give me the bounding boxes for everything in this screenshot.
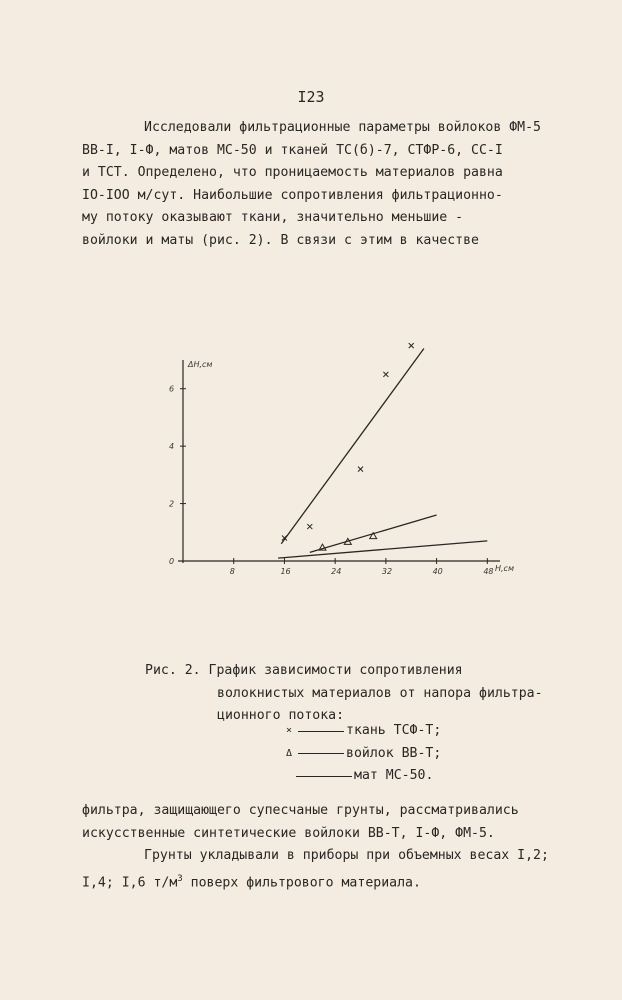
paragraph-fragment: I,4; I,6 т/м <box>82 874 178 890</box>
triangle-marker-icon: Δ <box>285 747 293 759</box>
caption-line: волокнистых материалов от напора фильтра- <box>217 685 543 701</box>
legend-label: войлок ВВ-Т; <box>346 745 442 761</box>
legend-item-ms <box>282 765 441 788</box>
x-tick-label: 40 <box>432 567 443 576</box>
paragraph-line: IO-IOO м/сут. Наибольшие сопротивления фильтрационно- <box>82 187 503 203</box>
x-axis-label: H,см <box>495 564 514 573</box>
paragraph-line: войлоки и маты (рис. 2). В связи с этим в качестве <box>82 232 479 248</box>
paragraph-line: му потоку оказывают ткани, значительно меньшие - <box>82 210 464 225</box>
chart-svg <box>150 335 530 585</box>
legend-line <box>298 731 344 732</box>
paragraph-line: ВВ-I, I-Ф, матов МС-50 и тканей ТС(б)-7, СТФР-6, СС-I <box>82 142 503 158</box>
series-fit-line <box>281 349 424 544</box>
superscript: 3 <box>177 873 183 884</box>
y-axis-label: ΔH,см <box>188 360 213 369</box>
y-tick-label: 2 <box>169 499 175 509</box>
x-tick-label: 48 <box>483 567 494 576</box>
legend-label: ткань ТСФ-Т; <box>346 723 442 738</box>
legend-item-tsf <box>282 720 441 743</box>
paragraph-line: Грунты укладывали в приборы при объемных весах I,2; <box>144 848 549 863</box>
paragraph-2 <box>82 800 582 894</box>
data-point-cross <box>383 372 388 377</box>
paragraph-line: фильтра, защищающего супесчаные грунты, рассматривались <box>82 803 519 818</box>
data-point-cross <box>409 343 414 348</box>
x-tick-label: 16 <box>280 567 291 576</box>
legend-line <box>298 753 344 754</box>
paragraph-line: искусственные синтетические войлоки ВВ-Т, I-Ф, ФМ-5. <box>82 825 495 841</box>
figure-caption <box>145 660 543 728</box>
paragraph-line: Исследовали фильтрационные параметры войлоков ФМ-5 <box>144 120 541 135</box>
data-point-cross <box>358 467 363 472</box>
y-tick-label: 4 <box>169 442 175 452</box>
caption-line: ционного потока: <box>217 708 345 723</box>
page-number: I23 <box>297 88 325 106</box>
figure-chart <box>150 335 530 585</box>
caption-line: Рис. 2. График зависимости сопротивления <box>145 663 463 678</box>
legend-line <box>296 776 352 777</box>
series-fit-line <box>278 541 487 558</box>
x-tick-label: 24 <box>331 567 342 576</box>
paragraph-line: и ТСТ. Определено, что проницаемость материалов равна <box>82 165 503 180</box>
legend-label: мат МС-50. <box>354 768 434 783</box>
x-tick-label: 8 <box>229 567 235 576</box>
paragraph-1 <box>82 117 552 252</box>
data-point-cross <box>307 524 312 529</box>
legend-item-vv <box>282 743 441 766</box>
y-tick-label: 6 <box>169 384 175 394</box>
y-tick-label: 0 <box>169 557 175 566</box>
x-tick-label: 32 <box>381 567 393 576</box>
chart-legend <box>282 720 441 788</box>
paragraph-line <box>82 868 582 895</box>
paragraph-fragment: поверх фильтрового материала. <box>182 874 421 890</box>
cross-marker-icon: × <box>285 725 293 736</box>
